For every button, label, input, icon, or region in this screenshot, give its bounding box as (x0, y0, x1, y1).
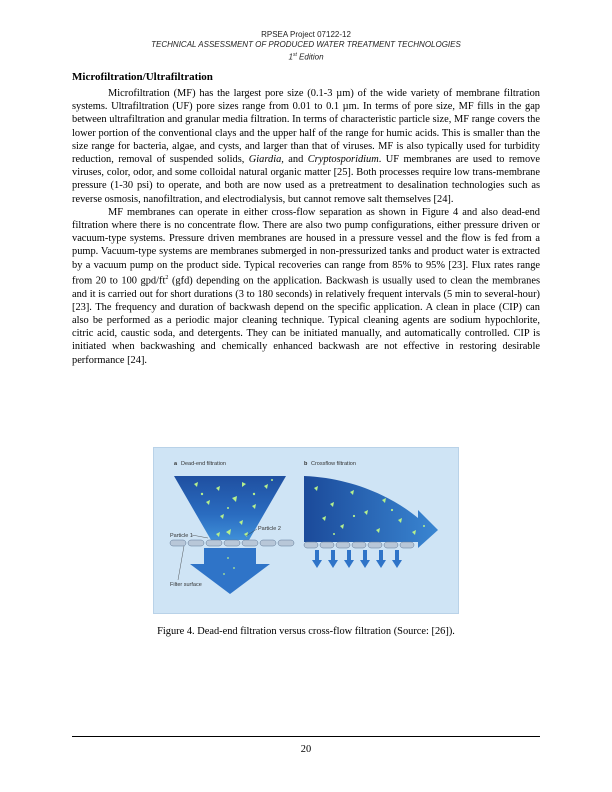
paragraph-2: MF membranes can operate in either cross-flow separation as shown in Figure 4 and also dead-end filtration where there is no concentrate flow. There are also two pump configurations, either pressure driven or vacuum-type systems. Pressure driven membranes are housed in a pressure vessel and the flow is fed from a pump. Vacuum-type systems are membranes submerged in non-pressurized tanks and product water is extracted by a vacuum pump on the product side. Typical recoveries can range from 85% to 95% [23]. Flux rates range from 20 to 100 gpd/$ft^2$ (gfd) depending on the application. Backwash is usually used to clean the membranes and it is carried out for short durations (3 to 180 seconds) in relatively frequent intervals (5 min to several-hour) [23]. The frequency and duration of backwash depend on the specific application. A clean in place (CIP) can also be performed as a periodic major cleaning technique. Typical cleaning agents are sodium hypochlorite, citric acid, caustic soda, and detergents. They can be initiated manually, and automatically controlled. CIP is initiated when backwashing and chemically enhanced backwash are not effective in restoring desirable performance [24]. (72, 206, 540, 366)
filtration-figure (153, 447, 459, 614)
panel-b-title: Crossflow filtration (311, 461, 356, 467)
footer-rule (72, 736, 540, 737)
particle-2-label: Particle 2 (258, 526, 281, 532)
crossflow-permeate-arrows (312, 550, 402, 568)
filtration-diagram (154, 448, 458, 613)
panel-a-letter: a (174, 461, 178, 467)
figure-caption: Figure 4. Dead-end filtration versus cross-flow filtration (Source: [26]). (157, 626, 455, 637)
page-number: 20 (300, 744, 312, 755)
dead-end-membrane (170, 540, 294, 546)
header-project: RPSEA Project 07122-12 (261, 30, 351, 39)
header-edition: 1st Edition (288, 52, 324, 62)
crossflow-arrow (304, 476, 438, 548)
crossflow-membrane (304, 542, 414, 548)
page-header (0, 30, 612, 63)
main-content (72, 70, 540, 367)
dead-end-arrow (190, 548, 270, 594)
filter-surface-label: Filter surface (170, 582, 202, 588)
section-heading: Microfiltration/Ultrafiltration (72, 71, 213, 83)
header-title: TECHNICAL ASSESSMENT OF PRODUCED WATER TREATMENT TECHNOLOGIES (151, 40, 461, 49)
panel-a-title: Dead-end filtration (181, 461, 226, 467)
particle-1-label: Particle 1 (170, 533, 193, 539)
paragraph-1: Microfiltration (MF) has the largest pore size (0.1-3 µm) of the wide variety of membrane filtration systems. Ultrafiltration (UF) pore sizes range from 0.01 to 0.1 µm. In terms of pore size, MF fills in the gap between ultrafiltration and granular media filtration. In terms of characteristic particle size, MF range covers the lower portion of the conventional clays and the upper half of the range for humic acids. This is smaller than the size range for bacteria, algae, and cysts, and larger than that of viruses. MF is also typically used for turbidity reduction, removal of suspended solids, Giardia, and Cryptosporidium. UF membranes are used to remove viruses, color, odor, and some colloidal natural organic matter [25]. Both processes require low trans-membrane pressure (1-30 psi) to operate, and both are now used as a pretreatment to desalination technologies such as reverse osmosis, nanofiltration, and electrodialysis, but cannot remove salt themselves [24]. (72, 88, 540, 205)
panel-b-letter: b (304, 461, 308, 467)
